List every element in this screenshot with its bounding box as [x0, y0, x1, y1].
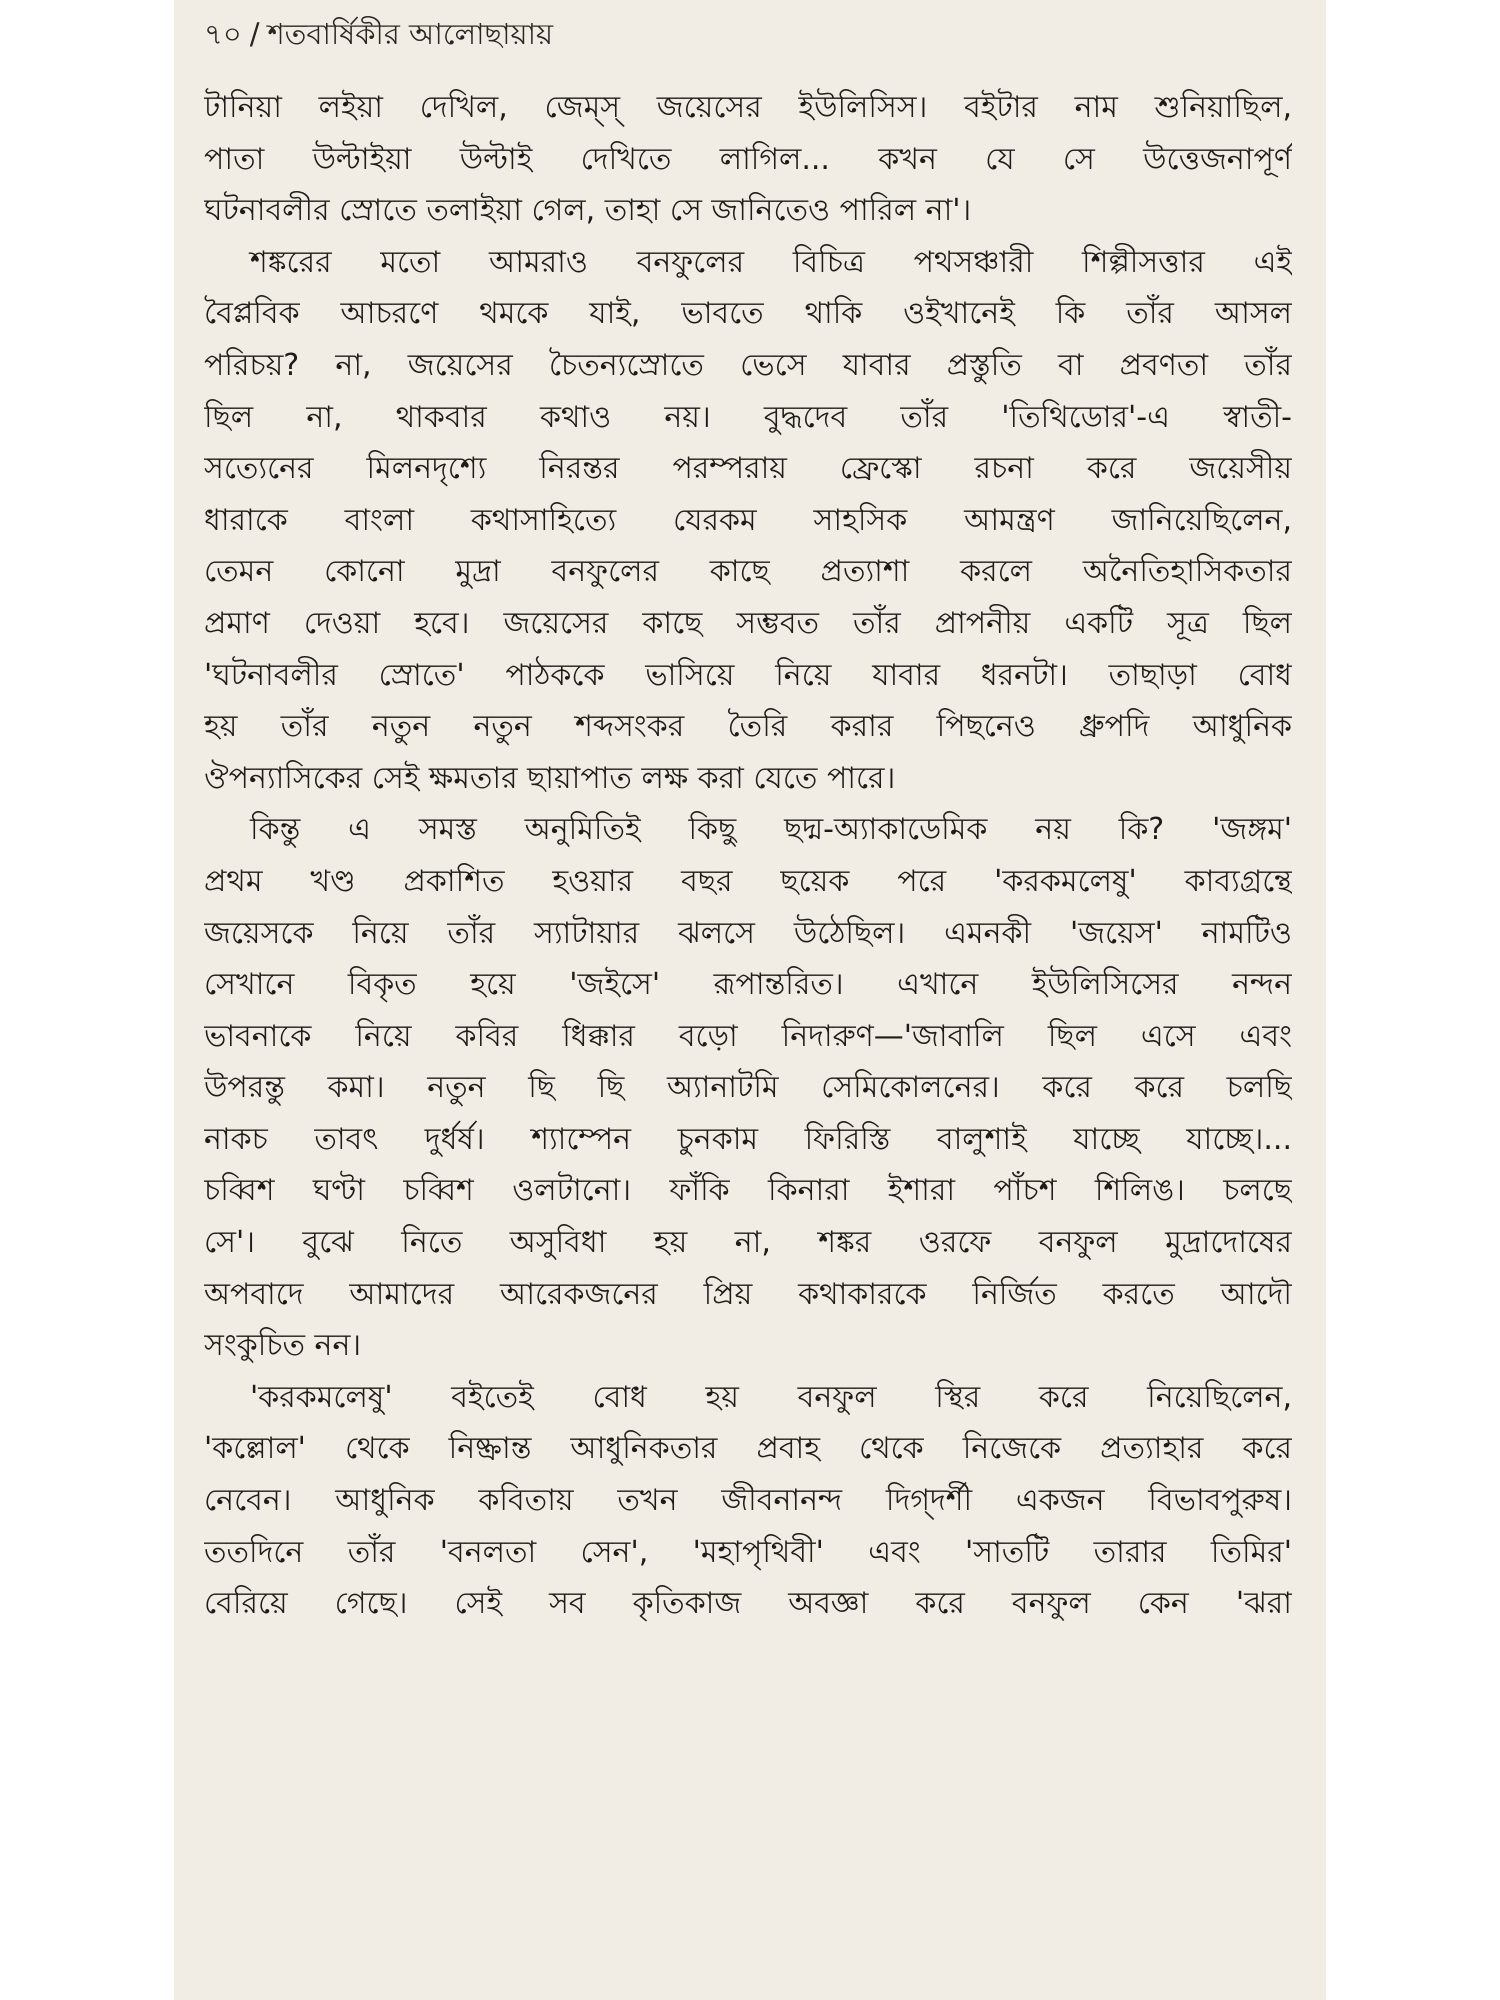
running-head [204, 14, 1292, 54]
text-line: বৈপ্লবিক আচরণে থমকে যাই, ভাবতে থাকি ওইখানেই কি তাঁর আসল [204, 296, 1292, 332]
running-head-separator: / [249, 17, 260, 51]
text-line: হয় তাঁর নতুন নতুন শব্দসংকর তৈরি করার পিছনেও ধ্রুপদি আধুনিক [204, 709, 1292, 745]
paragraph-4 [204, 1372, 1292, 1630]
text-line: ঘটনাবলীর স্রোতে তলাইয়া গেল, তাহা সে জানিতেও পারিল না'। [204, 193, 972, 229]
text-line: পাতা উল্টাইয়া উল্টাই দেখিতে লাগিল... কখন যে সে উত্তেজনাপূর্ণ [204, 141, 1292, 177]
running-head-title: শতবার্ষিকীর আলোছায়ায় [267, 17, 554, 51]
text-line: ঔপন্যাসিকের সেই ক্ষমতার ছায়াপাত লক্ষ করা যেতে পারে। [204, 760, 896, 796]
paragraph-1 [204, 82, 1292, 237]
book-page [174, 0, 1326, 2000]
text-line: 'করকমলেষু' বইতেই বোধ হয় বনফুল স্থির করে নিয়েছিলেন, [250, 1379, 1292, 1415]
text-line: ততদিনে তাঁর 'বনলতা সেন', 'মহাপৃথিবী' এবং 'সাতটি তারার তিমির' [204, 1534, 1292, 1570]
body-text [204, 82, 1292, 1630]
text-line: বেরিয়ে গেছে। সেই সব কৃতিকাজ অবজ্ঞা করে বনফুল কেন 'ঝরা [204, 1586, 1292, 1622]
text-line: ধারাকে বাংলা কথাসাহিত্যে যেরকম সাহসিক আমন্ত্রণ জানিয়েছিলেন, [204, 502, 1292, 538]
paragraph-3 [204, 804, 1292, 1372]
text-line: তেমন কোনো মুদ্রা বনফুলের কাছে প্রত্যাশা করলে অনৈতিহাসিকতার [204, 554, 1292, 590]
text-line: প্রমাণ দেওয়া হবে। জয়েসের কাছে সম্ভবত তাঁর প্রাপনীয় একটি সূত্র ছিল [204, 605, 1292, 641]
text-line: শঙ্করের মতো আমরাও বনফুলের বিচিত্র পথসঞ্চারী শিল্পীসত্তার এই [250, 244, 1292, 280]
text-line: 'ঘটনাবলীর স্রোতে' পাঠককে ভাসিয়ে নিয়ে যাবার ধরনটা। তাছাড়া বোধ [204, 657, 1292, 693]
text-line: পরিচয়? না, জয়েসের চৈতন্যস্রোতে ভেসে যাবার প্রস্তুতি বা প্রবণতা তাঁর [204, 347, 1292, 383]
text-line: ভাবনাকে নিয়ে কবির ধিক্কার বড়ো নিদারুণ—'জাবালি ছিল এসে এবং [204, 1018, 1292, 1054]
text-line: জয়েসকে নিয়ে তাঁর স্যাটায়ার ঝলসে উঠেছিল। এমনকী 'জয়েস' নামটিও [204, 915, 1292, 951]
text-line: সংকুচিত নন। [204, 1328, 362, 1364]
paragraph-2 [204, 237, 1292, 805]
text-line: সেখানে বিকৃত হয়ে 'জইসে' রূপান্তরিত। এখানে ইউলিসিসের নন্দন [204, 967, 1292, 1003]
text-line: নাকচ তাবৎ দুর্ধর্ষ। শ্যাম্পেন চুনকাম ফিরিস্তি বালুশাই যাচ্ছে যাচ্ছে।... [204, 1121, 1292, 1157]
text-line: অপবাদে আমাদের আরেকজনের প্রিয় কথাকারকে নির্জিত করতে আদৌ [204, 1276, 1292, 1312]
text-line: সে'। বুঝে নিতে অসুবিধা হয় না, শঙ্কর ওরফে বনফুল মুদ্রাদোষের [204, 1225, 1292, 1261]
text-line: ছিল না, থাকবার কথাও নয়। বুদ্ধদেব তাঁর 'তিথিডোর'-এ স্বাতী- [204, 399, 1292, 435]
text-line: সত্যেনের মিলনদৃশ্যে নিরন্তর পরম্পরায় ফ্রেস্কো রচনা করে জয়েসীয় [204, 451, 1292, 487]
text-line: কিন্তু এ সমস্ত অনুমিতিই কিছু ছদ্ম-অ্যাকাডেমিক নয় কি? 'জঙ্গম' [250, 812, 1292, 848]
text-line: চব্বিশ ঘণ্টা চব্বিশ ওলটানো। ফাঁকি কিনারা ইশারা পাঁচশ শিলিঙ। চলছে [204, 1173, 1292, 1209]
text-line: টানিয়া লইয়া দেখিল, জেম্স্ জয়েসের ইউলিসিস। বইটার নাম শুনিয়াছিল, [204, 90, 1292, 125]
page-number: ৭০ [204, 17, 242, 51]
text-line: নেবেন। আধুনিক কবিতায় তখন জীবনানন্দ দিগ্‌দর্শী একজন বিভাবপুরুষ। [204, 1483, 1292, 1519]
text-line: প্রথম খণ্ড প্রকাশিত হওয়ার বছর ছয়েক পরে 'করকমলেষু' কাব্যগ্রন্থে [204, 863, 1292, 899]
text-line: উপরন্তু কমা। নতুন ছি ছি অ্যানাটমি সেমিকোলনের। করে করে চলছি [204, 1070, 1292, 1106]
text-line: 'কল্লোল' থেকে নিষ্ক্রান্ত আধুনিকতার প্রবাহ থেকে নিজেকে প্রত্যাহার করে [204, 1431, 1292, 1467]
